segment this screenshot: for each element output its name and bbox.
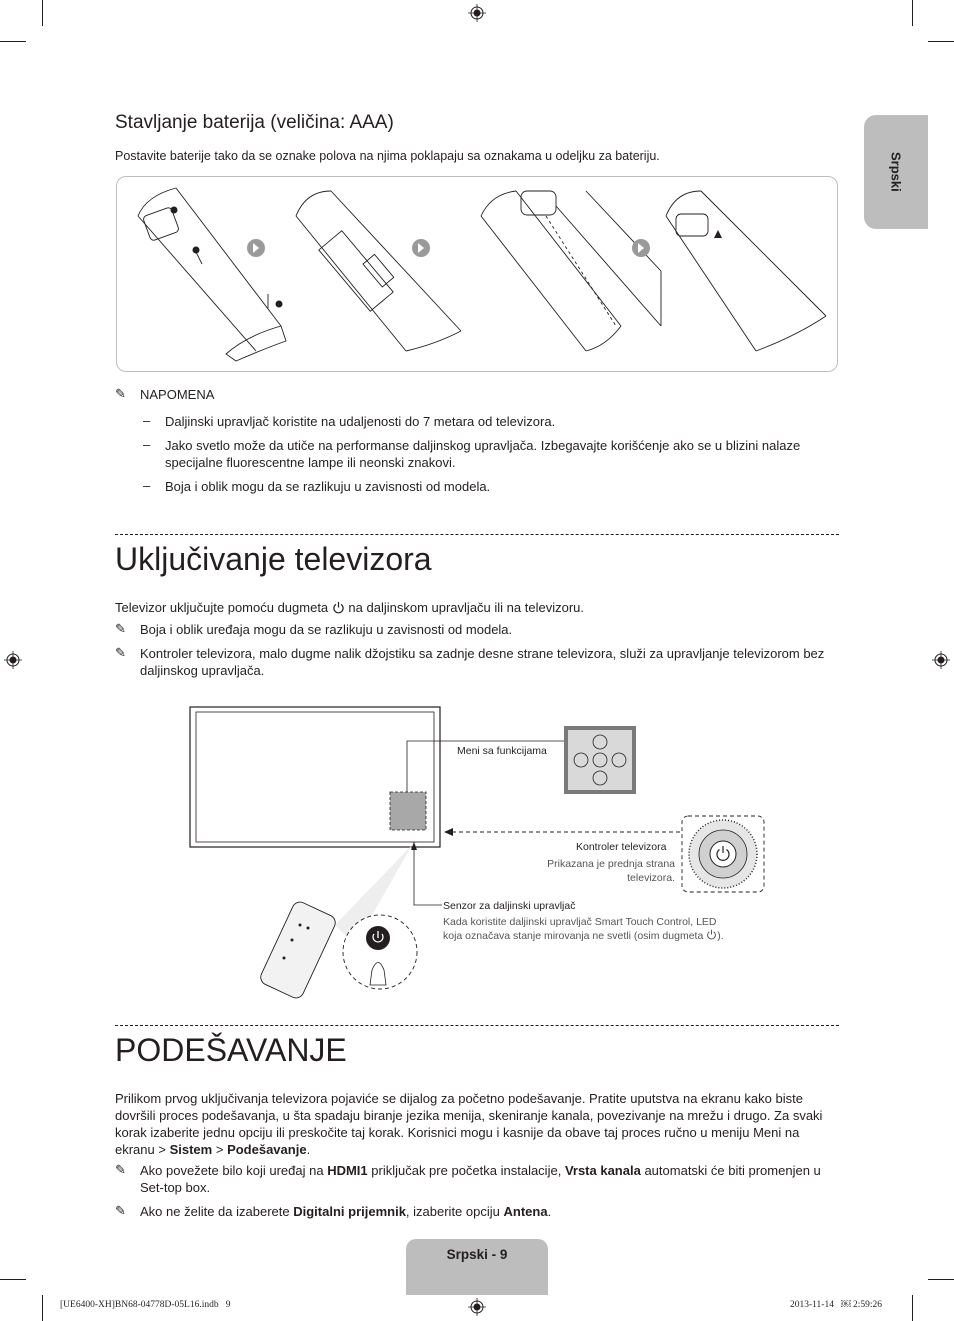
menu-path-podesavanje: Podešavanje (227, 1142, 307, 1157)
setup-paragraph-text: Prilikom prvog uključivanja televizora pojaviće se dijalog za početno podešavanje. Pratite uputstva na ekranu kako biste dovršili proces podešavanja, u šta spadaju biranje jezika menija, skeniranje kanala, povezivanje na mrežu i drugo. Za svaki korak izaberite jednu opciju ili preskočite taj korak. Korisnici mogu i kasnije da obave taj proces ručno u meniju (115, 1091, 823, 1140)
crop-mark (0, 41, 26, 42)
setup-note-text: Ako povežete bilo koji uređaj na (140, 1163, 324, 1178)
setup-note-text: Ako ne želite da izaberete (140, 1204, 290, 1219)
note-pencil-icon: ✎ (115, 645, 126, 660)
list-dash: – (143, 413, 151, 428)
language-side-tab-label: Srpski (888, 152, 904, 192)
battery-heading: Stavljanje baterija (veličina: AAA) (115, 112, 394, 133)
sensor-label: Senzor za daljinski upravljač (443, 900, 576, 912)
registration-mark-icon (932, 651, 950, 669)
tv-on-title: Uključivanje televizora (115, 541, 432, 577)
setup-note-text: automatski će biti promenjen u Set-top box. (140, 1163, 821, 1195)
menu-label: Meni sa funkcijama (457, 745, 547, 757)
menu-path-separator: > (215, 1142, 224, 1157)
registration-mark-icon (468, 1298, 486, 1316)
note-item: Daljinski upravljač koristite na udaljenosti do 7 metara od televizora. (165, 414, 556, 429)
setup-note (140, 1203, 840, 1220)
controller-label: Kontroler televizora (576, 841, 667, 853)
crop-mark (42, 1295, 43, 1321)
step-marker: 1 (171, 202, 175, 208)
tv-on-note: Boja i oblik uređaja mogu da se razlikuju u zavisnosti od modela. (140, 622, 513, 637)
setup-note-text: priključak pre početka instalacije, (371, 1163, 562, 1178)
sensor-desc (443, 929, 724, 943)
controller-desc: televizora. (627, 872, 675, 884)
setup-note-antenna: Antena (503, 1204, 548, 1219)
note-item: Jako svetlo može da utiče na performanse daljinskog upravljača. Izbegavajte korišćenje ako se u blizini nalaze specijalne fluorescentne lampe ili neonski znakovi. (165, 438, 801, 470)
setup-note-digital-receiver: Digitalni prijemnik (293, 1204, 406, 1219)
crop-mark (42, 0, 43, 26)
setup-note-text: . (547, 1204, 552, 1219)
note-pencil-icon: ✎ (115, 1162, 126, 1177)
list-dash: – (143, 437, 151, 452)
tv-on-intro-text: Televizor uključujte pomoću dugmeta (115, 600, 329, 615)
setup-note-text: , izaberite opciju (405, 1204, 500, 1219)
list-dash: – (143, 478, 151, 493)
note-item: Boja i oblik mogu da se razlikuju u zavisnosti od modela. (165, 479, 491, 494)
note-pencil-icon: ✎ (115, 386, 126, 401)
battery-steps-illustration (116, 176, 838, 372)
step-marker: 3 (276, 296, 280, 302)
crop-mark (928, 41, 954, 42)
power-icon (332, 601, 345, 614)
menu-path-end: . (306, 1142, 311, 1157)
sensor-desc-text: koja označava stanje mirovanja ne svetli (osim dugmeta (443, 930, 704, 942)
tv-on-intro (115, 599, 584, 616)
registration-mark-icon (468, 4, 486, 22)
menu-path-sistem: Sistem (169, 1142, 213, 1157)
crop-mark (0, 1279, 26, 1280)
note-label: NAPOMENA (140, 387, 215, 402)
tv-on-note: Kontroler televizora, malo dugme nalik džojstiku sa zadnje desne strane televizora, služi za upravljanje televizorom bez daljinskog upravljača. (140, 646, 825, 678)
setup-note (140, 1162, 840, 1196)
crop-mark (928, 1279, 954, 1280)
footer-file-info: [UE6400-XH]BN68-04778D-05L16.indb 9 (60, 1300, 231, 1310)
setup-note-channel-type: Vrsta kanala (564, 1163, 641, 1178)
setup-note-hdmi: HDMI1 (327, 1163, 368, 1178)
setup-title: PODEŠAVANJE (115, 1032, 347, 1068)
crop-mark (912, 1295, 913, 1321)
registration-mark-icon (4, 651, 22, 669)
page-number: Srpski - 9 (446, 1247, 508, 1262)
tv-on-intro-text: na daljinskom upravljaču ili na televizoru. (348, 600, 584, 615)
step-marker: 2 (193, 242, 197, 248)
section-divider (115, 534, 839, 535)
crop-mark (912, 0, 913, 26)
note-pencil-icon: ✎ (115, 1203, 126, 1218)
sensor-desc-text: ). (717, 930, 724, 942)
footer-timestamp: 2013-11-14 ￼ 2:59:26 (790, 1300, 883, 1310)
note-pencil-icon: ✎ (115, 621, 126, 636)
menu-path-prefix: Meni na ekranu > (115, 1125, 800, 1157)
controller-desc: Prikazana je prednja strana (547, 858, 675, 870)
sensor-desc: Kada koristite daljinski upravljač Smart Touch Control, LED (443, 916, 717, 928)
battery-intro: Postavite baterije tako da se oznake polova na njima poklapaju sa oznakama u odeljku za bateriju. (115, 149, 660, 163)
section-divider (115, 1025, 839, 1026)
setup-paragraph (115, 1090, 835, 1158)
power-icon (706, 929, 717, 940)
